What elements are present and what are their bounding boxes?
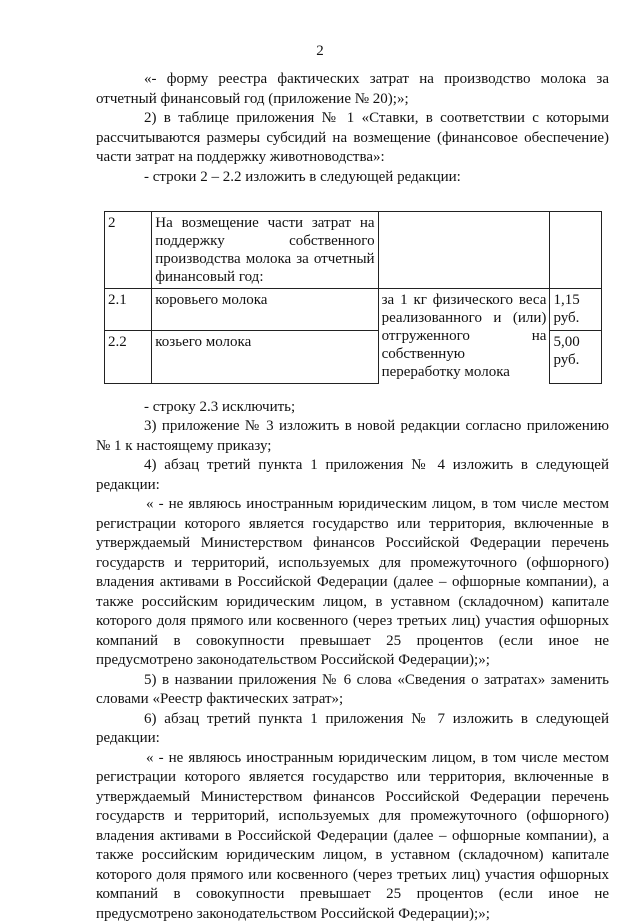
row-unit <box>378 212 550 289</box>
paragraph-item-6: 6) абзац третий пункта 1 приложения № 7 изложить в следующей редакции: <box>96 710 609 749</box>
row-number: 2.2 <box>105 331 152 383</box>
paragraph-rows-2-2.2: - строки 2 – 2.2 изложить в следующей редакции: <box>96 168 609 188</box>
document-body <box>96 70 609 924</box>
row-description: На возмещение части затрат на поддержку собственного производства молока за отчетный финансовый год: <box>152 212 378 289</box>
row-unit: за 1 кг физического веса реализованного и (или) отгруженного на собственную переработку молока <box>378 289 550 384</box>
table-row <box>105 212 602 289</box>
row-number: 2.1 <box>105 289 152 331</box>
paragraph-form-registry: «- форму реестра фактических затрат на производство молока за отчетный финансовый год (приложение № 20);»; <box>96 70 609 109</box>
row-description: козьего молока <box>152 331 378 383</box>
quote-offshore-2: « - не являюсь иностранным юридическим лицом, в том числе местом регистрации которого является государство или территория, включенные в утверждаемый Министерством финансов Российской Федерации перечень государств и территорий, используемых для промежуточного (офшорного) владения активами в Российской Федерации (далее – офшорные компании), а также российским юридическим лицом, в уставном (складочном) капитале которого доля прямого или косвенного (через третьих лиц) участия офшорных компаний в совокупности превышает 25 процентов (если иное не предусмотрено законодательством Российской Федерации);»; <box>96 749 609 924</box>
row-rate: 5,00 руб. <box>550 331 602 383</box>
paragraph-item-2: 2) в таблице приложения № 1 «Ставки, в соответствии с которыми рассчитываются размеры субсидий на возмещение (финансовое обеспечение) части затрат на поддержку животноводства»: <box>96 109 609 168</box>
row-description: коровьего молока <box>152 289 378 331</box>
page-number: 2 <box>0 42 640 62</box>
table-row <box>105 289 602 331</box>
row-rate <box>550 212 602 289</box>
paragraph-item-4: 4) абзац третий пункта 1 приложения № 4 изложить в следующей редакции: <box>96 456 609 495</box>
paragraph-item-5: 5) в названии приложения № 6 слова «Сведения о затратах» заменить словами «Реестр фактических затрат»; <box>96 671 609 710</box>
row-number: 2 <box>105 212 152 289</box>
row-rate: 1,15 руб. <box>550 289 602 331</box>
quote-offshore-1: « - не являюсь иностранным юридическим лицом, в том числе местом регистрации которого является государство или территория, включенные в утверждаемый Министерством финансов Российской Федерации перечень государств и территорий, используемых для промежуточного (офшорного) владения активами в Российской Федерации (далее – офшорные компании), а также российским юридическим лицом, в уставном (складочном) капитале которого доля прямого или косвенного (через третьих лиц) участия офшорных компаний в совокупности превышает 25 процентов (если иное не предусмотрено законодательством Российской Федерации);»; <box>96 495 609 671</box>
paragraph-row-2.3: - строку 2.3 исключить; <box>96 398 609 418</box>
rates-table <box>104 211 602 384</box>
paragraph-item-3: 3) приложение № 3 изложить в новой редакции согласно приложению № 1 к настоящему приказу; <box>96 417 609 456</box>
